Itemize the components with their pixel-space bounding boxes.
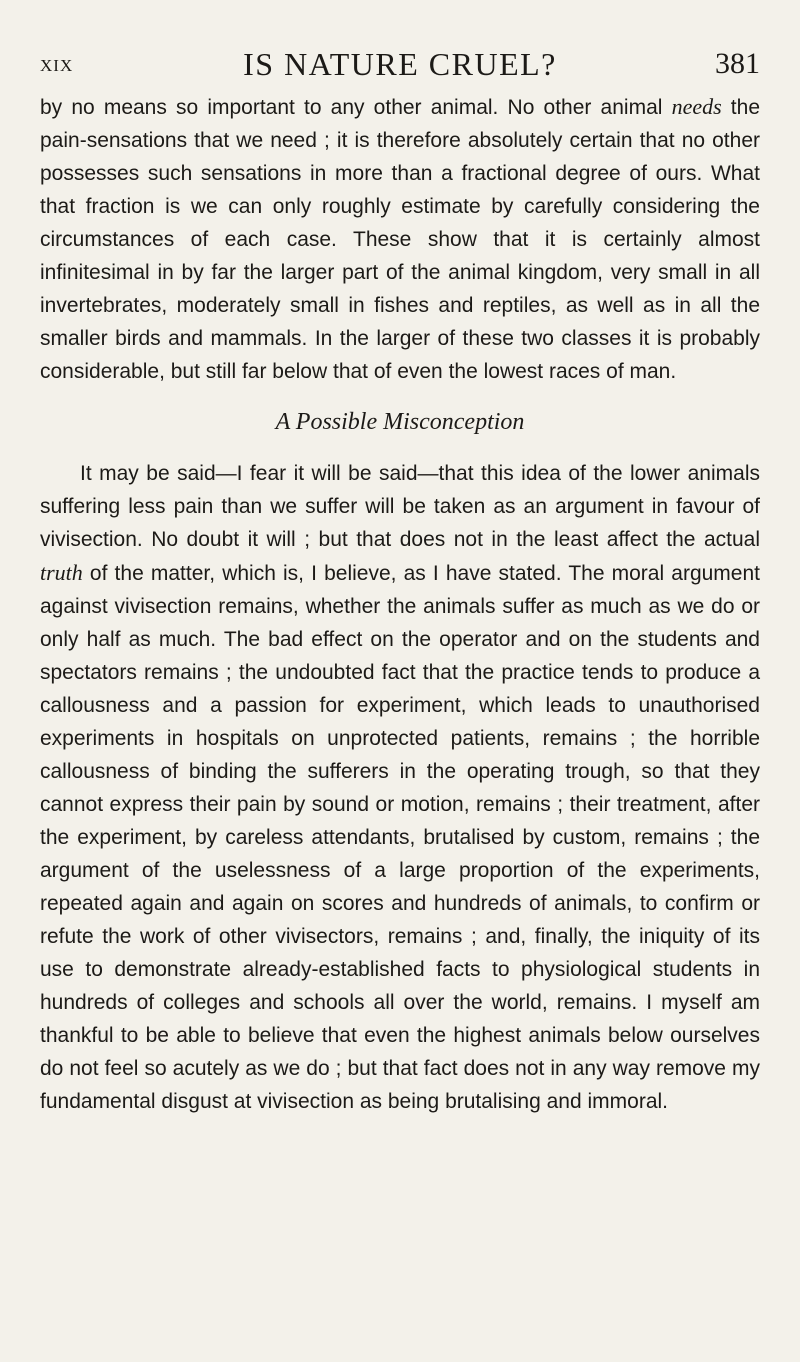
body-text bbox=[40, 90, 760, 1118]
paragraph-1-part-b: the pain-sensations that we need ; it is therefore absolutely certain that no other possesses such sensations in more than a fractional degree of ours. What that fraction is we can only roughly estimate by carefully considering the circumstances of each case. These show that it is certainly almost infinitesimal in by far the larger part of the animal kingdom, very small in all invertebrates, moderately small in fishes and reptiles, as well as in all the smaller birds and mammals. In the larger of these two classes it is probably considerable, but still far below that of even the lowest races of man. bbox=[40, 96, 760, 383]
paragraph-1-emphasis: needs bbox=[671, 94, 722, 119]
chapter-number: XIX bbox=[40, 56, 74, 75]
running-title: IS NATURE CRUEL? bbox=[243, 46, 557, 82]
paragraph-2-emphasis: truth bbox=[40, 560, 83, 585]
section-heading: A Possible Misconception bbox=[275, 409, 525, 435]
page-number: 381 bbox=[715, 47, 760, 80]
paragraph-2-part-a: It may be said—I fear it will be said—that this idea of the lower animals suffering less pain than we suffer will be taken as an argument in favour of vivisection. No doubt it will ; but that does not in the least affect the actual bbox=[40, 462, 760, 551]
running-head bbox=[40, 44, 760, 84]
paragraph-1 bbox=[40, 90, 760, 388]
paragraph-2-part-b: of the matter, which is, I believe, as I have stated. The moral argument against vivisection remains, whether the animals suffer as much as we do or only half as much. The bad effect on the operator and on the students and spectators remains ; the undoubted fact that the practice tends to produce a callousness and a passion for experiment, which leads to unauthorised experiments in hospitals on unprotected patients, remains ; the horrible callousness of binding the sufferers in the operating trough, so that they cannot express their pain by sound or motion, remains ; their treatment, after the experiment, by careless attendants, brutalised by custom, remains ; the argument of the uselessness of a large proportion of the experiments, repeated again and again on scores and hundreds of animals, to confirm or refute the work of other vivisectors, remains ; and, finally, the iniquity of its use to demonstrate already-established facts to physiological students in hundreds of colleges and schools all over the world, remains. I myself am thankful to be able to believe that even the highest animals below ourselves do not feel so acutely as we do ; but that fact does not in any way remove my fundamental disgust at vivisection as being brutalising and immoral. bbox=[40, 562, 760, 1113]
paragraph-1-part-a: by no means so important to any other animal. No other animal bbox=[40, 96, 672, 119]
paragraph-2 bbox=[40, 457, 760, 1118]
